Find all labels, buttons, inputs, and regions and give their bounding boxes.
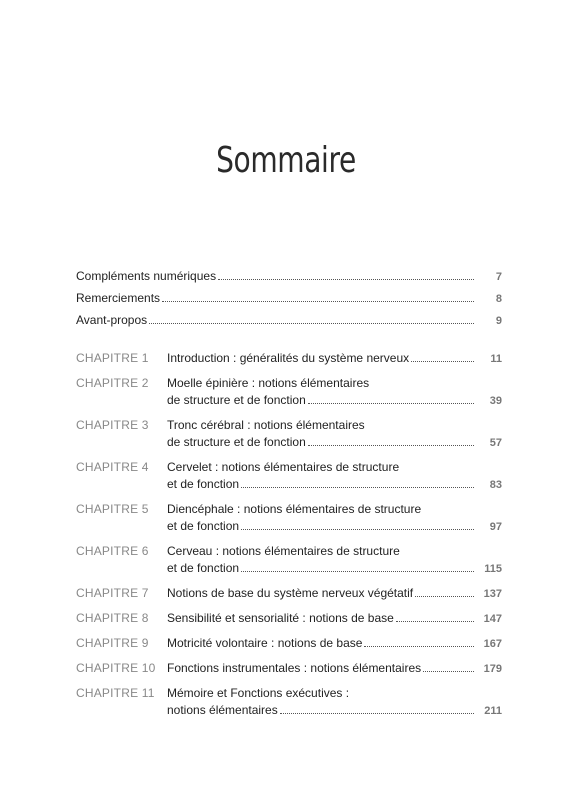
chapter-page-number: 57 xyxy=(489,437,502,449)
chapter-label: CHAPITRE 2 xyxy=(76,376,149,390)
chapter-body xyxy=(167,584,502,602)
chapter-title-text: Sensibilité et sensorialité : notions de base xyxy=(167,611,394,625)
chapter-title-text: et de fonction xyxy=(167,561,240,575)
chapter-title-last-line xyxy=(167,701,502,719)
chapter-label: CHAPITRE 8 xyxy=(76,611,149,625)
chapter-title-line: Cerveau : notions élémentaires de structure xyxy=(167,544,400,558)
intro-entries xyxy=(76,266,502,332)
dot-leader xyxy=(308,445,474,446)
dot-leader xyxy=(280,713,474,714)
chapter-entry[interactable] xyxy=(76,416,502,451)
chapter-title-line: Moelle épinière : notions élémentaires xyxy=(167,376,370,390)
dot-leader xyxy=(149,323,474,324)
chapter-page-number: 115 xyxy=(484,563,502,575)
chapter-page-number: 167 xyxy=(483,638,502,650)
toc-entry-text: Remerciements xyxy=(76,291,161,305)
chapter-label: CHAPITRE 3 xyxy=(76,418,149,432)
chapter-title-last-line xyxy=(167,659,502,677)
chapter-entry[interactable] xyxy=(76,584,502,602)
chapter-page-number: 83 xyxy=(489,479,502,491)
dot-leader xyxy=(218,279,474,280)
chapter-body xyxy=(167,458,502,493)
chapter-entry[interactable] xyxy=(76,609,502,627)
chapter-title-last-line xyxy=(167,609,502,627)
toc-entry-avant-propos[interactable] xyxy=(76,310,502,332)
chapter-title-line: Diencéphale : notions élémentaires de structure xyxy=(167,502,422,516)
dot-leader xyxy=(241,571,474,572)
toc-page-number: 7 xyxy=(495,271,502,283)
page-title: Sommaire xyxy=(216,140,356,181)
dot-leader xyxy=(162,301,474,302)
toc-entry-complements[interactable] xyxy=(76,266,502,288)
chapter-title-text: Fonctions instrumentales : notions élémentaires xyxy=(167,661,422,675)
toc-entry-text: Compléments numériques xyxy=(76,269,217,283)
dot-leader xyxy=(364,646,474,647)
chapter-title-text: Notions de base du système nerveux végétatif xyxy=(167,586,414,600)
chapter-label: CHAPITRE 9 xyxy=(76,636,149,650)
chapter-title-line: Mémoire et Fonctions exécutives : xyxy=(167,686,350,700)
chapter-entry[interactable] xyxy=(76,349,502,367)
dot-leader xyxy=(396,621,474,622)
chapter-title-last-line xyxy=(167,433,502,451)
chapter-page-number: 179 xyxy=(483,663,502,675)
chapter-entry[interactable] xyxy=(76,542,502,577)
chapter-title-line: Tronc cérébral : notions élémentaires xyxy=(167,418,365,432)
chapter-body xyxy=(167,349,502,367)
chapter-title-text: et de fonction xyxy=(167,477,240,491)
chapter-page-number: 39 xyxy=(489,395,502,407)
chapter-label: CHAPITRE 6 xyxy=(76,544,149,558)
toc-entry-text: Avant-propos xyxy=(76,313,148,327)
dot-leader xyxy=(241,487,474,488)
chapter-title-text: de structure et de fonction xyxy=(167,393,306,407)
chapter-title-text: Introduction : généralités du système nerveux xyxy=(167,351,410,365)
toc-page-number: 9 xyxy=(495,315,502,327)
chapter-body xyxy=(167,416,502,451)
chapter-page-number: 211 xyxy=(484,705,502,717)
chapter-body xyxy=(167,634,502,652)
chapter-title-last-line xyxy=(167,349,502,367)
chapter-title-text: et de fonction xyxy=(167,519,240,533)
chapter-body xyxy=(167,609,502,627)
chapter-body xyxy=(167,542,502,577)
chapter-entry[interactable] xyxy=(76,659,502,677)
chapter-title-text: Motricité volontaire : notions de base xyxy=(167,636,363,650)
chapter-entry[interactable] xyxy=(76,374,502,409)
dot-leader xyxy=(415,596,474,597)
chapter-body xyxy=(167,684,502,719)
chapter-label: CHAPITRE 7 xyxy=(76,586,149,600)
chapter-title-last-line xyxy=(167,634,502,652)
dot-leader xyxy=(411,361,474,362)
chapter-body xyxy=(167,659,502,677)
chapter-entry[interactable] xyxy=(76,500,502,535)
chapter-title-text: notions élémentaires xyxy=(167,703,278,717)
dot-leader xyxy=(308,403,474,404)
chapter-title-text: de structure et de fonction xyxy=(167,435,306,449)
chapter-list xyxy=(76,349,502,726)
chapter-title-last-line xyxy=(167,517,502,535)
chapter-label: CHAPITRE 1 xyxy=(76,351,149,365)
chapter-page-number: 97 xyxy=(489,521,502,533)
toc-page-number: 8 xyxy=(495,293,502,305)
chapter-title-last-line xyxy=(167,391,502,409)
chapter-label: CHAPITRE 4 xyxy=(76,460,149,474)
chapter-body xyxy=(167,374,502,409)
chapter-page-number: 137 xyxy=(483,588,502,600)
chapter-label: CHAPITRE 11 xyxy=(76,686,155,700)
chapter-title-last-line xyxy=(167,584,502,602)
chapter-body xyxy=(167,500,502,535)
chapter-title-last-line xyxy=(167,559,502,577)
chapter-page-number: 147 xyxy=(483,613,502,625)
chapter-entry[interactable] xyxy=(76,634,502,652)
chapter-title-line: Cervelet : notions élémentaires de structure xyxy=(167,460,400,474)
dot-leader xyxy=(241,529,474,530)
chapter-entry[interactable] xyxy=(76,684,502,719)
dot-leader xyxy=(423,671,474,672)
chapter-label: CHAPITRE 10 xyxy=(76,661,156,675)
toc-entry-remerciements[interactable] xyxy=(76,288,502,310)
chapter-title-last-line xyxy=(167,475,502,493)
chapter-label: CHAPITRE 5 xyxy=(76,502,149,516)
chapter-entry[interactable] xyxy=(76,458,502,493)
chapter-page-number: 11 xyxy=(490,353,502,365)
